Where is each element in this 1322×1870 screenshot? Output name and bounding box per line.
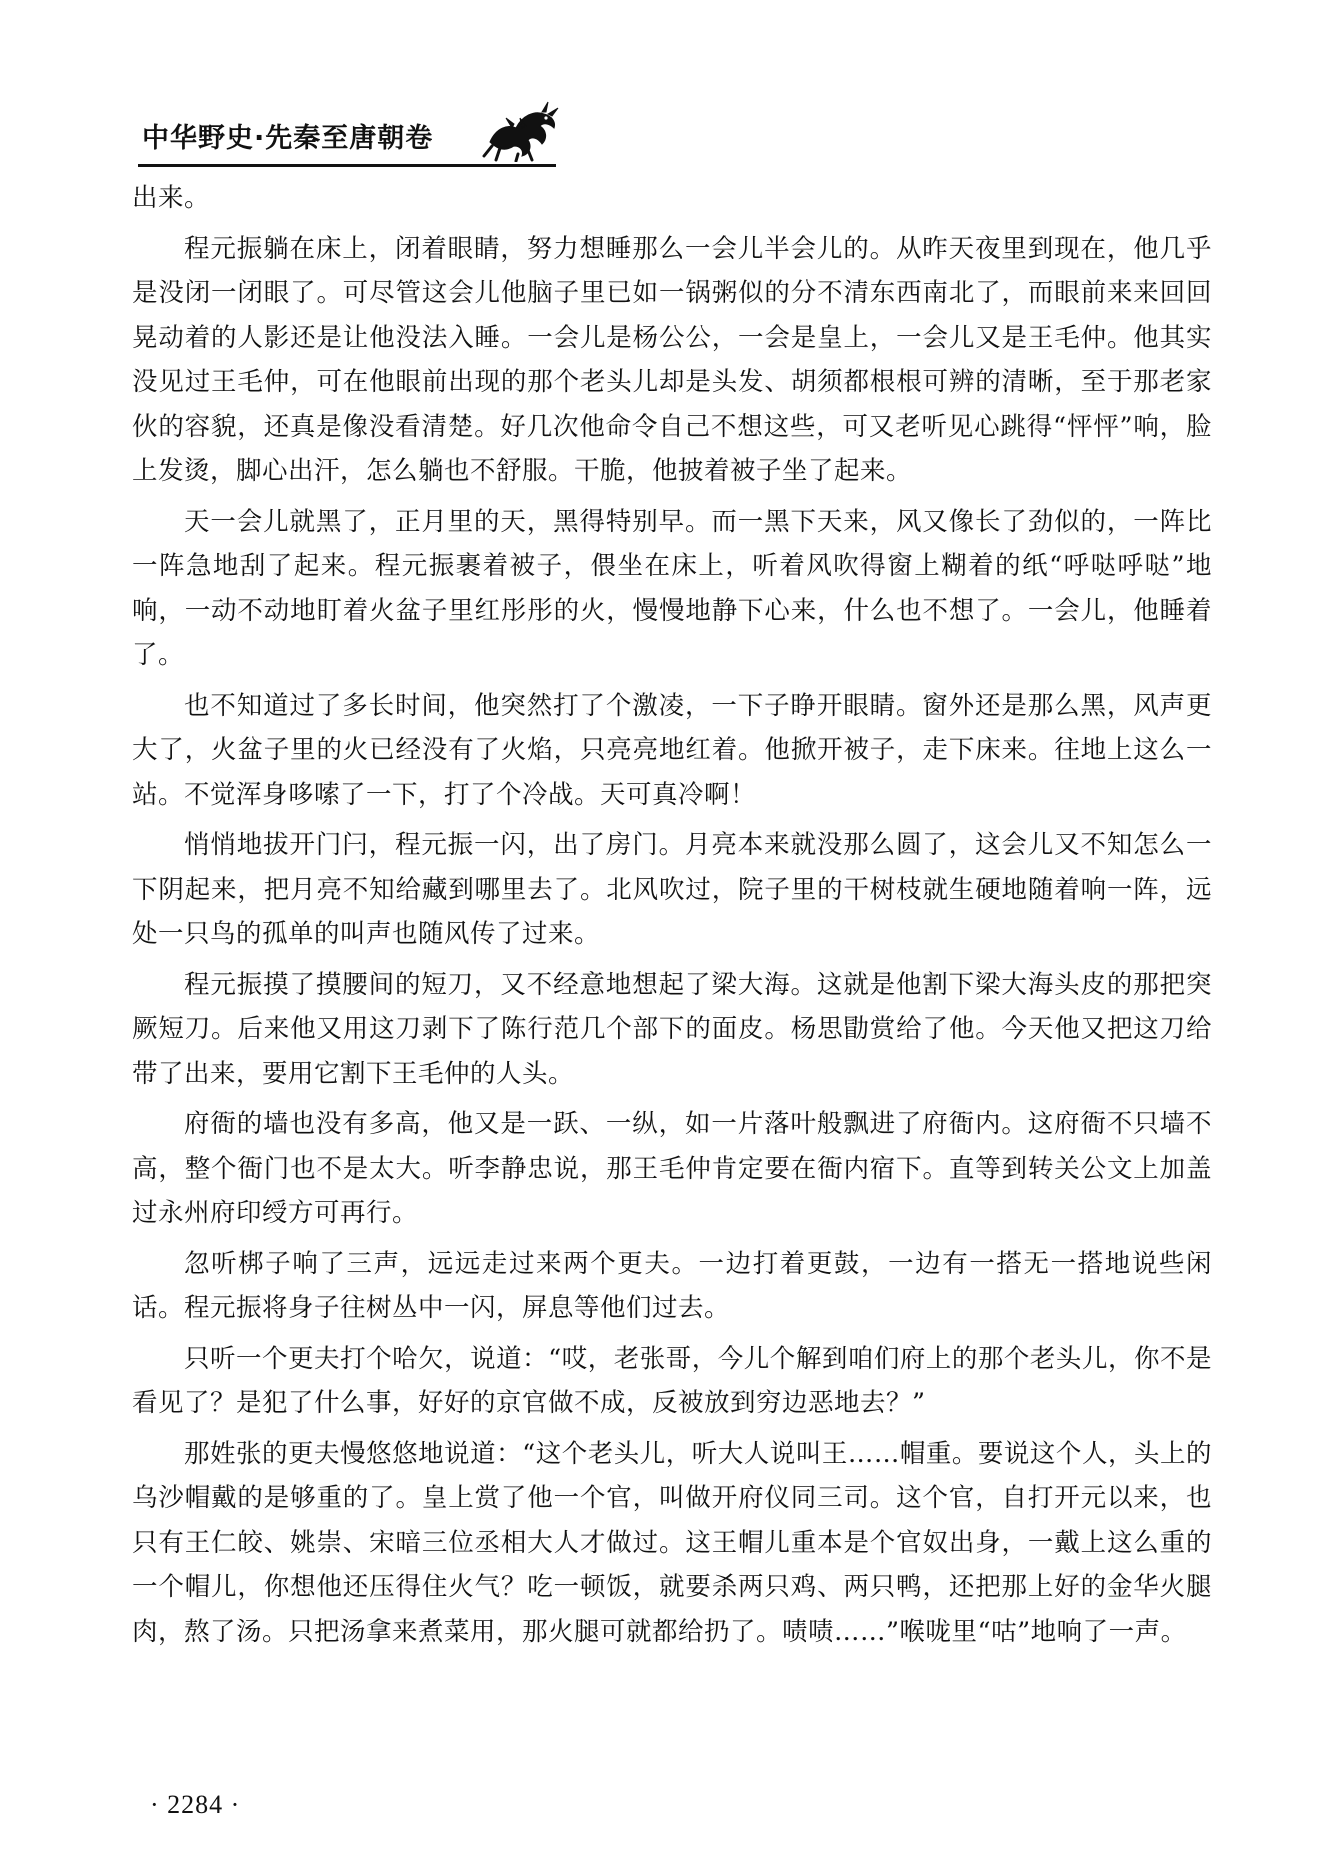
- paragraph: 也不知道过了多长时间，他突然打了个激凌，一下子睁开眼睛。窗外还是那么黑，风声更大了，火盆子里的火已经没有了火焰，只亮亮地红着。他掀开被子，走下床来。往地上这么一站。不觉浑身哆嗦了一下，打了个冷战。天可真冷啊！: [132, 690, 1212, 810]
- book-title: 中华野史·先秦至唐朝卷: [142, 123, 434, 154]
- paragraph: 只听一个更夫打个哈欠，说道：“哎，老张哥，今儿个解到咱们府上的那个老头儿，你不是看见了？是犯了什么事，好好的京官做不成，反被放到穷边恶地去？”: [132, 1343, 1212, 1418]
- header-rule: [138, 164, 556, 167]
- paragraph: 天一会儿就黑了，正月里的天，黑得特别早。而一黑下天来，风又像长了劲似的，一阵比一阵急地刮了起来。程元振裹着被子，偎坐在床上，听着风吹得窗上糊着的纸“呼哒呼哒”地响，一动不动地盯着火盆子里红彤彤的火，慢慢地静下心来，什么也不想了。一会儿，他睡着了。: [132, 506, 1212, 670]
- paragraph: 悄悄地拔开门闩，程元振一闪，出了房门。月亮本来就没那么圆了，这会儿又不知怎么一下阴起来，把月亮不知给藏到哪里去了。北风吹过，院子里的干树枝就生硬地随着响一阵，远处一只鸟的孤单的叫声也随风传了过来。: [132, 830, 1212, 949]
- paragraph: 忽听梆子响了三声，远远走过来两个更夫。一边打着更鼓，一边有一搭无一搭地说些闲话。程元振将身子往树丛中一闪，屏息等他们过去。: [132, 1248, 1212, 1323]
- paragraph: 那姓张的更夫慢悠悠地说道：“这个老头儿，听大人说叫王……帽重。要说这个人，头上的乌沙帽戴的是够重的了。皇上赏了他一个官，叫做开府仪同三司。这个官，自打开元以来，也只有王仁皎、姚崇、宋暗三位丞相大人才做过。这王帽儿重本是个官奴出身，一戴上这么重的一个帽儿，你想他还压得住火气？吃一顿饭，就要杀两只鸡、两只鸭，还把那上好的金华火腿肉，熬了汤。只把汤拿来煮菜用，那火腿可就都给扔了。啧啧……”喉咙里“咕”地响了一声。: [132, 1438, 1212, 1647]
- dragon-icon: [482, 98, 562, 162]
- paragraph: 府衙的墙也没有多高，他又是一跃、一纵，如一片落叶般飘进了府衙内。这府衙不只墙不高，整个衙门也不是太大。听李静忠说，那王毛仲肯定要在衙内宿下。直等到转关公文上加盖过永州府印绶方可再行。: [132, 1109, 1212, 1228]
- running-header: [138, 106, 558, 168]
- body-text: [132, 176, 1212, 1660]
- paragraph: 程元振躺在床上，闭着眼睛，努力想睡那么一会儿半会儿的。从昨天夜里到现在，他几乎是没闭一闭眼了。可尽管这会儿他脑子里已如一锅粥似的分不清东西南北了，而眼前来来回回晃动着的人影还是让他没法入睡。一会儿是杨公公，一会是皇上，一会儿又是王毛仲。他其实没见过王毛仲，可在他眼前出现的那个老头儿却是头发、胡须都根根可辨的清晰，至于那老家伙的容貌，还真是像没看清楚。好几次他命令自己不想这些，可又老听见心跳得“怦怦”响，脸上发烫，脚心出汗，怎么躺也不舒服。干脆，他披着被子坐了起来。: [132, 233, 1212, 486]
- paragraph: 出来。: [132, 183, 211, 213]
- page-number: · 2284 ·: [150, 1790, 241, 1819]
- paragraph: 程元振摸了摸腰间的短刀，又不经意地想起了梁大海。这就是他割下梁大海头皮的那把突厥短刀。后来他又用这刀剥下了陈行范几个部下的面皮。杨思勖赏给了他。今天他又把这刀给带了出来，要用它割下王毛仲的人头。: [132, 969, 1212, 1089]
